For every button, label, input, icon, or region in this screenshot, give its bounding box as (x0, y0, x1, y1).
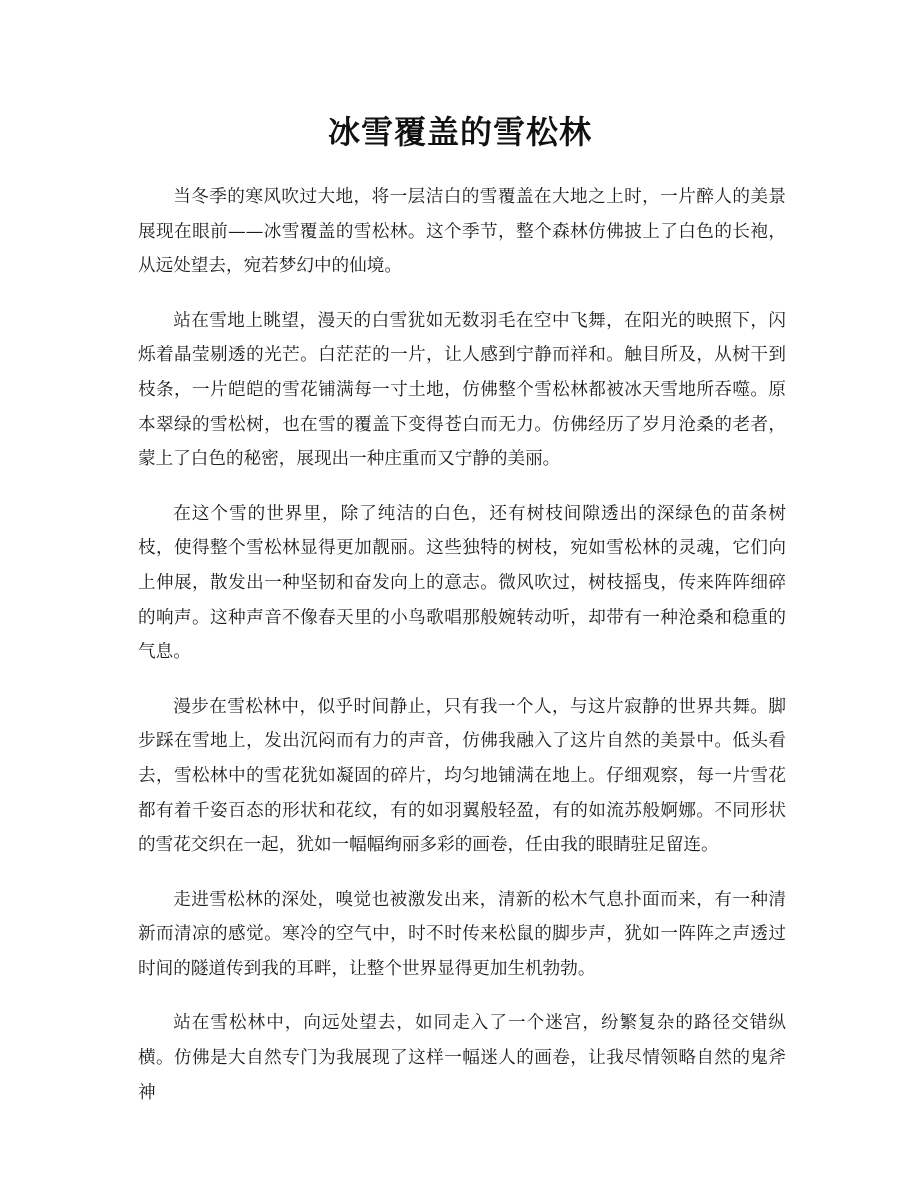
paragraph-4: 漫步在雪松林中，似乎时间静止，只有我一个人，与这片寂静的世界共舞。脚步踩在雪地上，发出沉闷而有力的声音，仿佛我融入了这片自然的美景中。低头看去，雪松林中的雪花犹如凝固的碎片，均匀地铺满在地上。仔细观察，每一片雪花都有着千姿百态的形状和花纹，有的如羽翼般轻盈，有的如流苏般婀娜。不同形状的雪花交织在一起，犹如一幅幅绚丽多彩的画卷，任由我的眼睛驻足留连。 (138, 696, 786, 856)
paragraph-5: 走进雪松林的深处，嗅觉也被激发出来，清新的松木气息扑面而来，有一种清新而清凉的感觉。寒冷的空气中，时不时传来松鼠的脚步声，犹如一阵阵之声透过时间的隧道传到我的耳畔，让整个世界显得更加生机勃勃。 (138, 889, 786, 979)
document-title: 冰雪覆盖的雪松林 (327, 113, 592, 151)
paragraph-2: 站在雪地上眺望，漫天的白雪犹如无数羽毛在空中飞舞，在阳光的映照下，闪烁着晶莹剔透的光芒。白茫茫的一片，让人感到宁静而祥和。触目所及，从树干到枝条，一片皑皑的雪花铺满每一寸土地，仿佛整个雪松林都被冰天雪地所吞噬。原本翠绿的雪松树，也在雪的覆盖下变得苍白而无力。仿佛经历了岁月沧桑的老者，蒙上了白色的秘密，展现出一种庄重而又宁静的美丽。 (138, 310, 786, 470)
paragraph-1: 当冬季的寒风吹过大地，将一层洁白的雪覆盖在大地之上时，一片醉人的美景展现在眼前——冰雪覆盖的雪松林。这个季节，整个森林仿佛披上了白色的长袍，从远处望去，宛若梦幻中的仙境。 (138, 187, 786, 277)
document-body (138, 180, 786, 1130)
paragraph-3: 在这个雪的世界里，除了纯洁的白色，还有树枝间隙透出的深绿色的苗条树枝，使得整个雪松林显得更加靓丽。这些独特的树枝，宛如雪松林的灵魂，它们向上伸展，散发出一种坚韧和奋发向上的意志。微风吹过，树枝摇曳，传来阵阵细碎的响声。这种声音不像春天里的小鸟歌唱那般婉转动听，却带有一种沧桑和稳重的气息。 (138, 503, 786, 663)
paragraph-6: 站在雪松林中，向远处望去，如同走入了一个迷宫，纷繁复杂的路径交错纵横。仿佛是大自然专门为我展现了这样一幅迷人的画卷，让我尽情领略自然的鬼斧神 (138, 1013, 786, 1103)
